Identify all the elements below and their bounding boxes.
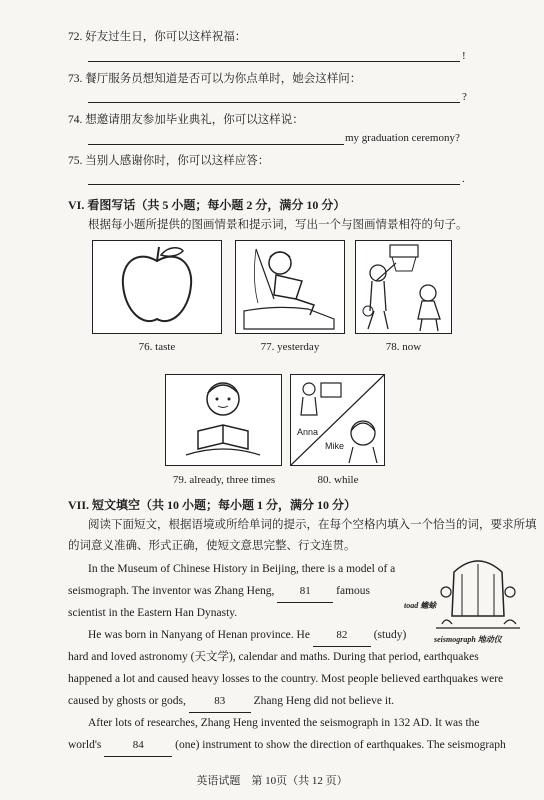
picture-79-reading xyxy=(165,374,282,466)
label-anna: Anna xyxy=(297,427,319,437)
caption-78: 78. now xyxy=(385,341,422,353)
picture-78-basketball xyxy=(355,240,452,334)
passage-p1-line2: seismograph. The inventor was Zhang Heng, 81 famous xyxy=(68,580,370,603)
basketball-children-icon xyxy=(356,241,451,333)
question-75: 75. 当别人感谢你时，你可以这样应答： xyxy=(68,155,270,167)
passage-p3-line2: world's 84 (one) instrument to show the direction of earthquakes. The seismograph xyxy=(68,734,506,757)
answer-line-72[interactable] xyxy=(88,61,460,62)
answer-line-74[interactable] xyxy=(88,144,344,145)
passage-p3-line1: After lots of researches, Zhang Heng invented the seismograph in 132 AD. It was the xyxy=(88,717,480,729)
q72-end: ! xyxy=(462,50,466,62)
picture-80-anna-mike xyxy=(290,374,385,466)
blank-81[interactable]: 81 xyxy=(277,580,333,603)
question-72: 72. 好友过生日，你可以这样祝福： xyxy=(68,31,247,43)
passage-p1-line1: In the Museum of Chinese History in Beijing, there is a model of a xyxy=(88,563,396,575)
q74-end: my graduation ceremony? xyxy=(345,132,460,144)
label-mike: Mike xyxy=(325,441,345,451)
fishing-boy-icon xyxy=(236,241,344,333)
passage-p1-line3: scientist in the Eastern Han Dynasty. xyxy=(68,607,238,619)
section-7-instruction-1: 阅读下面短文，根据语境或所给单词的提示，在每个空格内填入一个恰当的词，要求所填 xyxy=(88,519,537,531)
q73-end: ? xyxy=(462,91,467,103)
seismograph-image xyxy=(432,552,524,644)
seismograph-icon xyxy=(432,552,524,634)
picture-76-apple xyxy=(92,240,222,334)
blank-84[interactable]: 84 xyxy=(104,734,172,757)
passage-p2-line2: hard and loved astronomy (天文学), calendar and maths. During that period, earthquakes xyxy=(68,651,479,663)
anna-mike-scene-icon xyxy=(291,375,384,465)
passage-p2-line4: caused by ghosts or gods, 83 Zhang Heng did not believe it. xyxy=(68,690,394,713)
passage-p2-line1: He was born in Nanyang of Henan province. He 82 (study) xyxy=(88,624,406,647)
q75-end: . xyxy=(462,173,465,185)
section-6-instruction: 根据每小题所提供的图画情景和提示词，写出一个与图画情景相符的句子。 xyxy=(88,219,468,231)
blank-83[interactable]: 83 xyxy=(189,690,251,713)
seismograph-label: seismograph 地动仪 xyxy=(434,635,502,644)
caption-77: 77. yesterday xyxy=(260,341,320,353)
picture-77-fishing xyxy=(235,240,345,334)
caption-76: 76. taste xyxy=(138,341,176,353)
page-footer: 英语试题 第 10页（共 12 页） xyxy=(196,775,348,787)
blank-82[interactable]: 82 xyxy=(313,624,371,647)
section-7-instruction-2: 的词意义准确、形式正确，使短文意思完整、行文连贯。 xyxy=(68,540,356,552)
question-73: 73. 餐厅服务员想知道是否可以为你点单时，她会这样问： xyxy=(68,73,362,85)
question-74: 74. 想邀请朋友参加毕业典礼，你可以这样说： xyxy=(68,114,304,126)
answer-line-73[interactable] xyxy=(88,102,460,103)
caption-80: 80. while xyxy=(317,474,359,486)
apple-icon xyxy=(93,241,221,333)
section-7-title: VII. 短文填空（共 10 小题；每小题 1 分，满分 10 分） xyxy=(68,498,357,512)
passage-p2-line3: happened a lot and caused heavy losses to the country. Most people believed earthquakes were xyxy=(68,673,504,685)
answer-line-75[interactable] xyxy=(88,184,460,185)
reading-boy-icon xyxy=(166,375,281,465)
toad-label: toad 蟾蜍 xyxy=(404,601,437,610)
section-6-title: VI. 看图写话（共 5 小题；每小题 2 分，满分 10 分） xyxy=(68,198,346,212)
caption-79: 79. already, three times xyxy=(172,474,276,486)
